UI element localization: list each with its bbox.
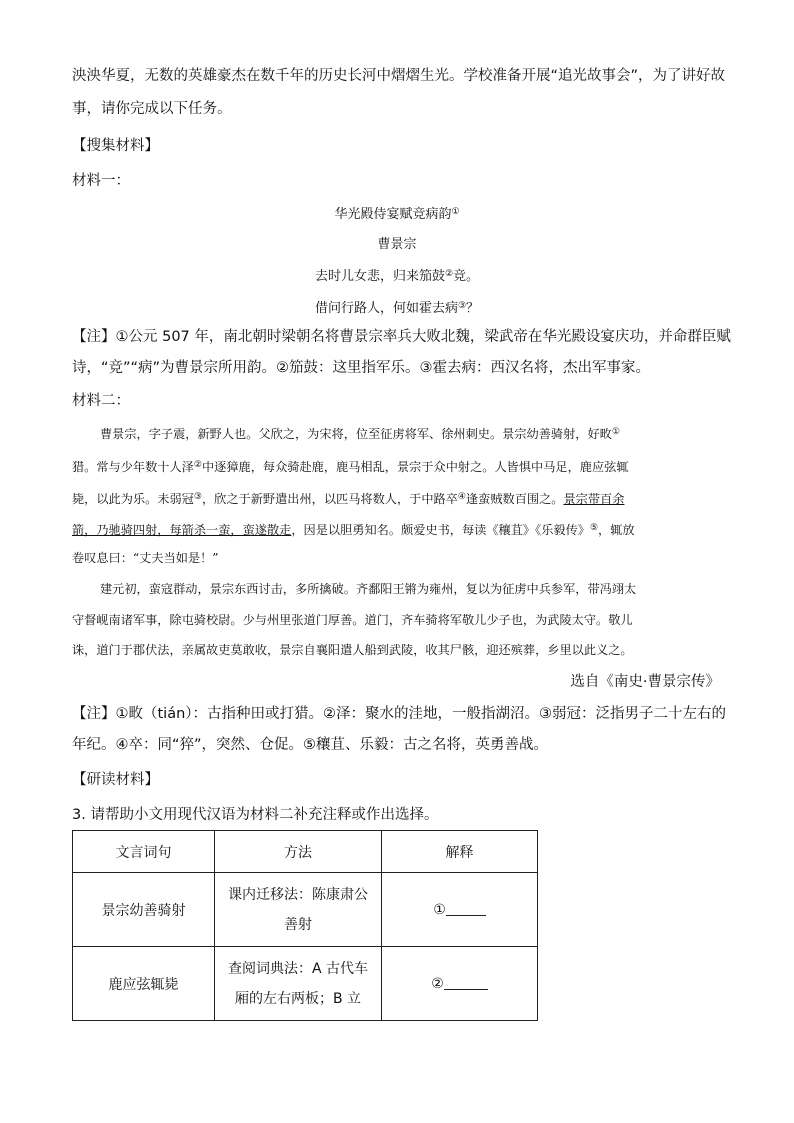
material2-p2-line-1: 建元初，蛮寇群动，景宗东西讨击，多所擒破。齐鄱阳王锵为雍州，复以为征虏中兵参军，带冯翊太	[100, 582, 637, 596]
method-line-1: 查阅词典法：A 古代车	[227, 960, 369, 977]
poem-line-1-pre: 去时儿女悲，归来笳鼓	[314, 269, 445, 284]
material2-p1-line-4-text-b: ，辄放	[598, 523, 635, 537]
table-header-phrase: 文言词句	[73, 831, 215, 873]
material2-p1-line-2-text-a: 猎。常与少年数十人泽	[72, 460, 194, 474]
material2-p1-line-3-text-c: 逢蛮贼数百围之。	[465, 492, 564, 506]
material2-p1-line-5: 卷叹息曰：“丈夫当如是！”	[72, 551, 219, 565]
table-header-method: 方法	[215, 831, 382, 873]
table-row	[73, 947, 538, 1021]
method-line-2: 厢的左右两板；B 立	[234, 990, 362, 1007]
method-line-2: 善射	[284, 916, 312, 933]
material2-note-line-1: 【注】①畋（tián）：古指种田或打猎。②泽：聚水的洼地，一般指湖沼。③弱冠：泛指男子二十左右的	[72, 706, 727, 722]
material2-p1-line-3	[72, 488, 722, 508]
poem-line-2-note-marker: ③	[457, 301, 467, 311]
note-marker-5: ⑤	[589, 523, 599, 533]
material2-note-line-2: 年纪。④卒：同“猝”，突然、仓促。⑤穰苴、乐毅：古之名将，英勇善战。	[72, 737, 549, 753]
table-cell-method	[215, 947, 382, 1021]
material1-note-line-2: 诗，“竞”“病”为曹景宗所用韵。②笳鼓：这里指军乐。③霍去病：西汉名将，杰出军事家。	[72, 360, 651, 376]
poem-title	[0, 203, 794, 224]
note-marker-4: ④	[457, 492, 466, 502]
poem-line-2	[0, 297, 794, 318]
material2-source: 选自《南史·曹景宗传》	[570, 674, 720, 690]
material2-p2-line-2: 守督岘南诸军事，除屯骑校尉。少与州里张道门厚善。道门，齐车骑将军敬儿少子也，为武陵太守。敬儿	[72, 613, 633, 627]
poem-title-text: 华光殿侍宴赋竞病韵	[334, 207, 452, 222]
material1-label: 材料一：	[72, 173, 130, 189]
material2-p1-line-2-text-b: 中逐獐鹿，每众骑赴鹿，鹿马相乱，景宗于众中射之。人皆惧中马足，鹿应弦辄	[201, 460, 629, 474]
material2-p1-line-4	[72, 519, 722, 539]
poem-line-2-pre: 借问行路人，何如霍去病	[314, 301, 458, 316]
poem-title-note-marker: ①	[451, 207, 460, 217]
underlined-sentence-part-1: 景宗带百余	[563, 492, 625, 506]
table-cell-answer[interactable]	[382, 873, 538, 947]
question-3: 3. 请帮助小文用现代汉语为材料二补充注释或作出选择。	[72, 807, 439, 823]
poem-line-2-post: ？	[466, 301, 480, 316]
poem-line-1-note-marker: ②	[444, 269, 454, 279]
intro-line-1: 泱泱华夏，无数的英雄豪杰在数千年的历史长河中熠熠生光。学校准备开展“追光故事会”，为了讲好故	[72, 68, 726, 84]
table-cell-phrase: 景宗幼善骑射	[73, 873, 215, 947]
answer-blank[interactable]	[446, 901, 486, 916]
material2-p1-line-2	[72, 456, 722, 476]
material2-p1-line-3-text-b: ，欣之于新野遣出州，以匹马将数人，于中路卒	[201, 492, 458, 506]
poem-author: 曹景宗	[377, 237, 417, 252]
answer-label: ①	[433, 902, 446, 918]
answer-label: ②	[431, 976, 444, 992]
table-cell-method	[215, 873, 382, 947]
note-marker-2: ②	[193, 460, 202, 470]
table-row	[73, 873, 538, 947]
material2-p2-line-3: 诛，道门于郡伏法，亲属故吏莫敢收，景宗自襄阳遣人船到武陵，收其尸骸，迎还殡葬，乡里以此义之。	[72, 643, 633, 657]
material2-label: 材料二：	[72, 393, 130, 409]
poem-line-1-post: 竞。	[453, 269, 480, 284]
note-marker-1: ①	[611, 427, 620, 437]
material2-p1-line-4-text-a: ，因是以胆勇知名。颇爱史书，每读《穰苴》《乐毅传》	[291, 523, 590, 537]
material1-note-line-1: 【注】①公元 507 年，南北朝时梁朝名将曹景宗率兵大败北魏，梁武帝在华光殿设宴庆功，并命群臣赋	[72, 329, 731, 345]
material2-p1-line-1-text: 曹景宗，字子震，新野人也。父欣之，为宋将，位至征虏将军、徐州刺史。景宗幼善骑射，好畋	[100, 427, 612, 441]
intro-line-2: 事，请你完成以下任务。	[72, 101, 232, 117]
table-cell-answer[interactable]	[382, 947, 538, 1021]
answer-blank[interactable]	[444, 975, 488, 990]
table-header-explanation: 解释	[382, 831, 538, 873]
table-header-row	[73, 831, 538, 873]
annotation-table	[72, 830, 538, 1021]
section-heading-study: 【研读材料】	[72, 772, 159, 788]
poem-line-1	[0, 265, 794, 286]
material2-p1-line-3-text-a: 毙，以此为乐。未弱冠	[72, 492, 194, 506]
note-marker-3: ③	[193, 492, 202, 502]
material2-p1-line-1	[100, 423, 722, 443]
section-heading-collect: 【搜集材料】	[72, 138, 159, 154]
table-cell-phrase: 鹿应弦辄毙	[73, 947, 215, 1021]
underlined-sentence-part-2: 箭，乃驰骑四射，每箭杀一蛮，蛮遂散走	[72, 523, 292, 537]
method-line-1: 课内迁移法：陈康肃公	[228, 886, 368, 903]
